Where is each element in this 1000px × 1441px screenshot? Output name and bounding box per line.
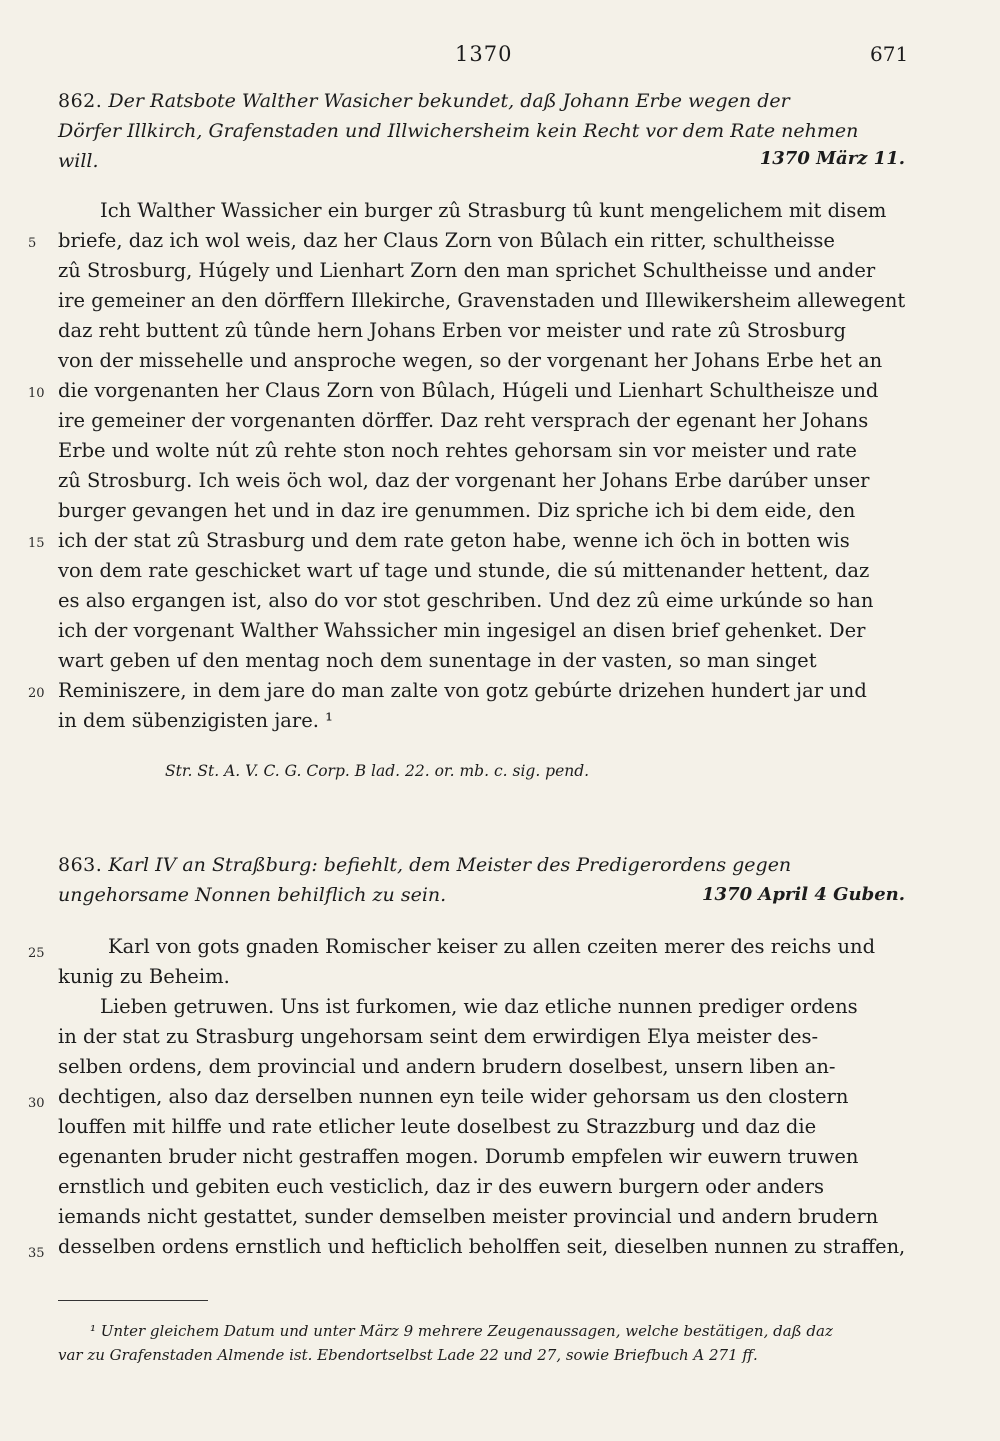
text-862-line: ire gemeiner der vorgenanten dörffer. Daz reht versprach der egenant her Johans bbox=[58, 409, 869, 432]
doc-863-date: 1370 April 4 Guben. bbox=[702, 884, 905, 905]
regest-862-line-2: Dörfer Illkirch, Grafenstaden und Illwichersheim kein Recht vor dem Rate nehmen bbox=[58, 120, 859, 142]
doc-number-862: 862. bbox=[58, 90, 103, 112]
text-863-line: egenanten bruder nicht gestraffen mogen. Dorumb empfelen wir euwern truwen bbox=[58, 1145, 859, 1168]
text-862-line: Reminiszere, in dem jare do man zalte von gotz gebúrte drizehen hundert jar und bbox=[58, 679, 867, 702]
text-863-line: dechtigen, also daz derselben nunnen eyn teile wider gehorsam us den clostern bbox=[58, 1085, 849, 1108]
text-862-line: in dem sübenzigisten jare. ¹ bbox=[58, 709, 333, 732]
text-862-line: Erbe und wolte nút zû rehte ston noch rehtes gehorsam sin vor meister und rate bbox=[58, 439, 857, 462]
text-862-line: burger gevangen het und in daz ire genummen. Diz spriche ich bi dem eide, den bbox=[58, 499, 856, 522]
text-862-line: es also ergangen ist, also do vor stot geschriben. Und dez zû eime urkúnde so han bbox=[58, 589, 874, 612]
text-862-line: ire gemeiner an den dörffern Illekirche, Gravenstaden und Illewikersheim allewegent bbox=[58, 289, 906, 312]
doc-862-date: 1370 März 11. bbox=[759, 148, 905, 169]
text-862-line: zû Strosburg. Ich weis öch wol, daz der vorgenant her Johans Erbe darúber unser bbox=[58, 469, 870, 492]
text-863-line: Karl von gots gnaden Romischer keiser zu allen czeiten merer des reichs und bbox=[108, 935, 876, 958]
text-863-line: in der stat zu Strasburg ungehorsam seint dem erwirdigen Elya meister des- bbox=[58, 1025, 819, 1048]
source-citation-862: Str. St. A. V. C. G. Corp. B lad. 22. or. mb. c. sig. pend. bbox=[165, 762, 590, 780]
page-number: 671 bbox=[870, 42, 909, 66]
text-862-line: von dem rate geschicket wart uf tage und stunde, die sú mittenander hettent, daz bbox=[58, 559, 870, 582]
text-862-line: von der missehelle und ansproche wegen, so der vorgenant her Johans Erbe het an bbox=[58, 349, 883, 372]
text-863-line: louffen mit hilffe und rate etlicher leute doselbest zu Strazzburg und daz die bbox=[58, 1115, 817, 1138]
text-863-line: ernstlich und gebiten euch vesticlich, daz ir des euwern burgern oder anders bbox=[58, 1175, 825, 1198]
text-862-line: ich der stat zû Strasburg und dem rate geton habe, wenne ich öch in botten wis bbox=[58, 529, 850, 552]
doc-number-863: 863. bbox=[58, 854, 103, 876]
regest-862-line-3: will. bbox=[58, 150, 99, 172]
line-number: 15 bbox=[28, 536, 45, 551]
text-863-line: iemands nicht gestattet, sunder demselben meister provincial und andern brudern bbox=[58, 1205, 879, 1228]
text-863-line: kunig zu Beheim. bbox=[58, 965, 230, 988]
text-862-line: wart geben uf den mentag noch dem sunentage in der vasten, so man singet bbox=[58, 649, 817, 672]
text-863-line: desselben ordens ernstlich und hefticlich beholffen seit, dieselben nunnen zu straffen, bbox=[58, 1235, 906, 1258]
page-header-year: 1370 bbox=[455, 42, 513, 66]
footnote-line: var zu Grafenstaden Almende ist. Ebendortselbst Lade 22 und 27, sowie Briefbuch A 271 ff. bbox=[58, 1346, 758, 1364]
line-number: 35 bbox=[28, 1246, 45, 1261]
text-862-line: Ich Walther Wassicher ein burger zû Strasburg tû kunt mengelichem mit disem bbox=[100, 199, 887, 222]
footnote-line: ¹ Unter gleichem Datum und unter März 9 mehrere Zeugenaussagen, welche bestätigen, daß daz bbox=[90, 1322, 833, 1340]
text-862-line: briefe, daz ich wol weis, daz her Claus Zorn von Bûlach ein ritter, schultheisse bbox=[58, 229, 835, 252]
line-number: 10 bbox=[28, 386, 45, 401]
text-862-line: ich der vorgenant Walther Wahssicher min ingesigel an disen brief gehenket. Der bbox=[58, 619, 866, 642]
text-862-line: die vorgenanten her Claus Zorn von Bûlach, Húgeli und Lienhart Schultheisze und bbox=[58, 379, 879, 402]
line-number: 25 bbox=[28, 946, 45, 961]
footnote-separator bbox=[58, 1300, 208, 1301]
regest-862-line-1: 862. Der Ratsbote Walther Wasicher bekundet, daß Johann Erbe wegen der bbox=[58, 90, 790, 112]
regest-863-line-2: ungehorsame Nonnen behilflich zu sein. bbox=[58, 884, 447, 906]
line-number: 20 bbox=[28, 686, 45, 701]
line-number: 30 bbox=[28, 1096, 45, 1111]
text-862-line: zû Strosburg, Húgely und Lienhart Zorn den man sprichet Schultheisse und ander bbox=[58, 259, 876, 282]
regest-863-line-1: 863. Karl IV an Straßburg: befiehlt, dem Meister des Predigerordens gegen bbox=[58, 854, 792, 876]
text-862-line: daz reht buttent zû tûnde hern Johans Erben vor meister und rate zû Strosburg bbox=[58, 319, 847, 342]
text-863-line: Lieben getruwen. Uns ist furkomen, wie daz etliche nunnen prediger ordens bbox=[100, 995, 858, 1018]
line-number: 5 bbox=[28, 236, 37, 251]
text-863-line: selben ordens, dem provincial und andern brudern doselbest, unsern liben an- bbox=[58, 1055, 836, 1078]
